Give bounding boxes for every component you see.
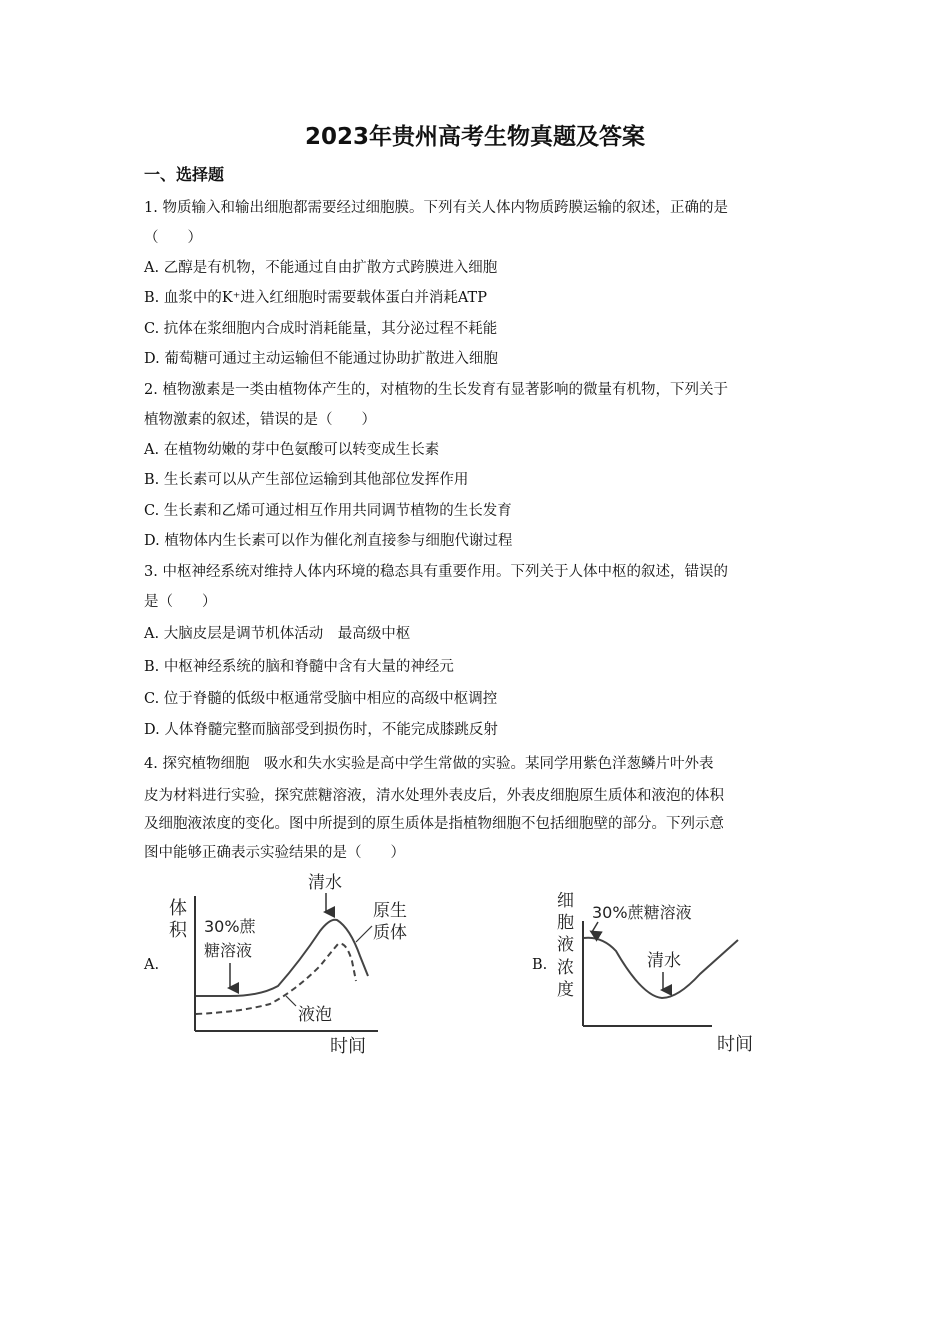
figure-b-x-label: 时间 [717,1034,753,1055]
figure-b-sucrose-label: 30%蔗糖溶液 [592,903,692,922]
q2-option-c: C. 生长素和乙烯可通过相互作用共同调节植物的生长发育 [144,503,512,519]
q3-option-d: D. 人体脊髓完整而脑部受到损伤时，不能完成膝跳反射 [144,722,498,738]
figure-b-y-label-4: 浓 [557,958,574,978]
q1-option-d: D. 葡萄糖可通过主动运输但不能通过协助扩散进入细胞 [144,351,498,367]
q3-stem-line-1: 3. 中枢神经系统对维持人体内环境的稳态具有重要作用。下列关于人体中枢的叙述，错误的 [144,564,728,580]
q4-stem-line-2: 皮为材料进行实验，探究蔗糖溶液，清水处理外表皮后，外表皮细胞原生质体和液泡的体积 [144,788,724,804]
figure-a-sucrose-label-1: 30%蔗 [204,917,256,936]
figure-a-sucrose-label-2: 糖溶液 [204,941,253,960]
document-title: 2023年贵州高考生物真题及答案 [304,124,645,150]
figure-b-y-label-5: 度 [557,980,574,1000]
figure-b-y-label-3: 液 [557,935,574,955]
figure-a-y-label-1: 体 [169,898,187,919]
figure-b-y-label-2: 胞 [557,913,574,933]
q4-stem-line-1: 4. 探究植物细胞 吸水和失水实验是高中学生常做的实验。某同学用紫色洋葱鳞片叶外表 [144,756,714,772]
q1-option-b: B. 血浆中的K⁺进入红细胞时需要载体蛋白并消耗ATP [144,290,487,306]
q1-option-c: C. 抗体在浆细胞内合成时消耗能量，其分泌过程不耗能 [144,321,498,337]
figure-a-x-label: 时间 [330,1036,366,1057]
q3-option-c: C. 位于脊髓的低级中枢通常受脑中相应的高级中枢调控 [144,691,498,707]
figure-b-option-label: B. [532,957,548,973]
figure-b-water-label: 清水 [647,951,681,971]
q1-stem-line-1: 1. 物质输入和输出细胞都需要经过细胞膜。下列有关人体内物质跨膜运输的叙述，正确的是 [144,200,728,216]
figure-a-protoplast-label-1: 原生 [373,901,407,921]
figure-b-concentration-chart [550,866,770,1061]
figure-b-y-label-1: 细 [557,891,574,911]
section-heading: 一、选择题 [144,165,225,184]
figure-a-y-label-2: 积 [169,920,187,941]
q2-stem-line-2: 植物激素的叙述，错误的是（ ） [144,412,376,428]
q3-stem-line-2: 是（ ） [144,594,217,610]
q2-option-d: D. 植物体内生长素可以作为催化剂直接参与细胞代谢过程 [144,533,513,549]
figure-a-vacuole-pointer [286,996,296,1006]
q1-stem-line-2: （ ） [144,230,202,246]
figure-a-protoplast-pointer [356,926,372,942]
q1-option-a: A. 乙醇是有机物，不能通过自由扩散方式跨膜进入细胞 [144,260,498,276]
figure-a-water-label: 清水 [308,873,342,893]
figure-a-vacuole-label: 液泡 [298,1005,332,1025]
q2-stem-line-1: 2. 植物激素是一类由植物体产生的，对植物的生长发育有显著影响的微量有机物，下列关于 [144,382,728,398]
q3-option-b: B. 中枢神经系统的脑和脊髓中含有大量的神经元 [144,659,454,675]
q3-option-a: A. 大脑皮层是调节机体活动 最高级中枢 [144,626,411,642]
figure-a-volume-chart [160,866,430,1061]
q2-option-a: A. 在植物幼嫩的芽中色氨酸可以转变成生长素 [144,442,440,458]
figure-a-option-label: A. [144,957,160,973]
q2-option-b: B. 生长素可以从产生部位运输到其他部位发挥作用 [144,472,469,488]
q4-stem-line-3: 及细胞液浓度的变化。图中所提到的原生质体是指植物细胞不包括细胞壁的部分。下列示意 [144,816,724,832]
q4-stem-line-4: 图中能够正确表示实验结果的是（ ） [144,845,405,861]
figure-b-sucrose-arrow [592,922,598,932]
figure-a-protoplast-label-2: 质体 [373,923,407,943]
